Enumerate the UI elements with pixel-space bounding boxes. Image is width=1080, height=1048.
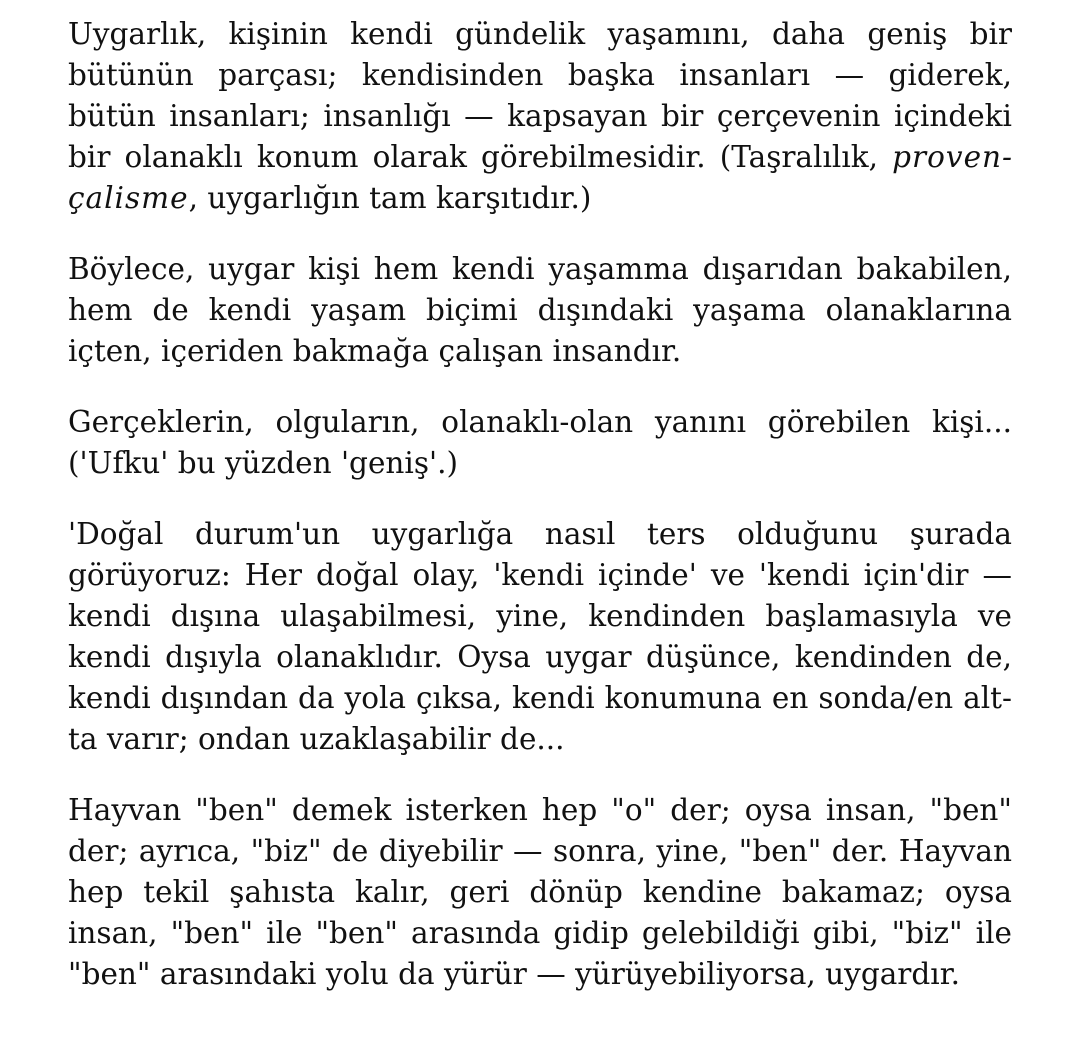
paragraph-1-text-b: , uygarlığın tam karşıtıdır.) <box>188 181 592 215</box>
document-page <box>68 14 1012 995</box>
paragraph-3: Gerçeklerin, olguların, olanaklı-olan yanını görebilen kişi... ('Ufku' bu yüzden 'geniş'.) <box>68 405 1012 480</box>
paragraph-5: Hayvan "ben" demek isterken hep "o" der; oysa insan, "ben" der; ayrıca, "biz" de diyebilir — sonra, yine, "ben" der. Hayvan hep tekil şahısta kalır, geri dönüp kendine bakamaz; oysa insan, "ben" ile "ben" arasında gidip gelebildiği gibi, "biz" ile "ben" arasındaki yolu da yürür — yürüyebiliyorsa, uygardır. <box>68 793 1012 991</box>
paragraph-1-italic-term: provençalisme <box>68 140 1012 215</box>
paragraph-4: 'Doğal durum'un uygarlığa nasıl ters olduğunu şurada görüyoruz: Her doğal olay, 'kendi içinde' ve 'kendi için'dir — kendi dışına ulaşabilmesi, yine, kendinden başlamasıyla ve kendi dışıyla olanaklıdır. Oysa uygar düşünce, kendinden de, kendi dışından da yola çıksa, kendi konumuna en sonda/en altta varır; ondan uzaklaşabilir de... <box>68 517 1012 756</box>
paragraph-1-text-a: Uygarlık, kişinin kendi gündelik yaşamını, daha geniş bir bütünün parçası; kendisinden başka insanları — giderek, bütün insanları; insanlığı — kapsayan bir çerçevenin içindeki bir olanaklı konum olarak görebilmesidir. (Taşralılık, <box>68 17 1012 174</box>
paragraph-1 <box>68 14 1012 219</box>
paragraph-2: Böylece, uygar kişi hem kendi yaşamma dışarıdan bakabilen, hem de kendi yaşam biçimi dışındaki yaşama olanaklarına içten, içeriden bakmağa çalışan insandır. <box>68 252 1012 368</box>
